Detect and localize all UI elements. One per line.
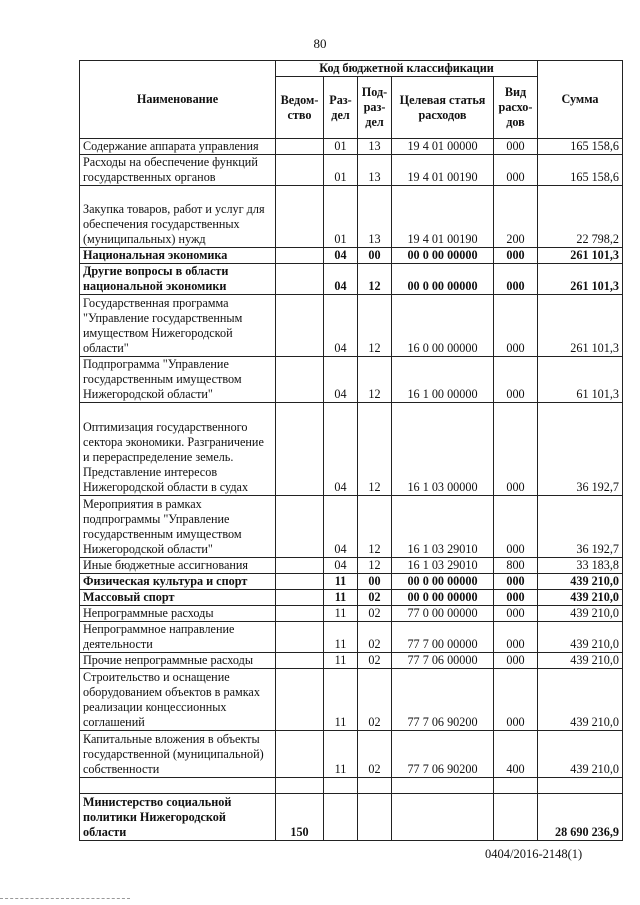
row-target-cell: 77 7 06 90200 [392,731,494,778]
row-podrazdel-cell: 02 [358,622,392,653]
row-target-cell: 77 0 00 00000 [392,606,494,622]
row-vid-cell [494,794,538,841]
row-target-cell: 77 7 06 00000 [392,653,494,669]
row-vedomstvo-cell: 150 [276,794,324,841]
row-vid-cell: 000 [494,590,538,606]
row-podrazdel-cell: 02 [358,606,392,622]
row-razdel-cell: 04 [324,403,358,496]
row-sum-cell: 439 210,0 [538,590,623,606]
row-vid-cell: 800 [494,558,538,574]
table-row [80,606,623,622]
row-target-cell: 16 1 03 29010 [392,496,494,558]
row-vedomstvo-cell [276,622,324,653]
row-target-cell: 16 1 00 00000 [392,357,494,403]
row-name-cell [80,778,276,794]
row-vid-cell: 200 [494,186,538,248]
row-target-cell: 77 7 00 00000 [392,622,494,653]
row-sum-cell [538,778,623,794]
row-podrazdel-cell: 12 [358,295,392,357]
row-target-cell [392,778,494,794]
row-razdel-cell: 11 [324,590,358,606]
row-vedomstvo-cell [276,669,324,731]
row-sum-cell: 439 210,0 [538,669,623,731]
row-vedomstvo-cell [276,186,324,248]
row-razdel-cell: 04 [324,295,358,357]
row-vid-cell: 400 [494,731,538,778]
row-vedomstvo-cell [276,248,324,264]
row-vedomstvo-cell [276,574,324,590]
row-razdel-cell: 04 [324,264,358,295]
table-row [80,794,623,841]
table-row [80,590,623,606]
row-sum-cell: 22 798,2 [538,186,623,248]
row-razdel-cell: 01 [324,155,358,186]
row-target-cell: 16 0 00 00000 [392,295,494,357]
row-name-cell: Содержание аппарата управления [80,139,276,155]
table-row [80,139,623,155]
row-sum-cell: 61 101,3 [538,357,623,403]
row-name-cell: Прочие непрограммные расходы [80,653,276,669]
row-vid-cell: 000 [494,574,538,590]
document-code: 0404/2016-2148(1) [485,847,583,861]
row-podrazdel-cell: 13 [358,155,392,186]
table-row [80,574,623,590]
row-sum-cell: 439 210,0 [538,653,623,669]
row-podrazdel-cell: 02 [358,590,392,606]
col-name-header: Наименование [80,61,276,139]
row-podrazdel-cell [358,778,392,794]
row-podrazdel-cell: 02 [358,669,392,731]
row-vid-cell: 000 [494,248,538,264]
budget-table [79,60,623,841]
row-podrazdel-cell: 02 [358,653,392,669]
row-podrazdel-cell [358,794,392,841]
row-sum-cell: 439 210,0 [538,622,623,653]
scan-artifact-line [0,898,130,899]
row-razdel-cell: 11 [324,653,358,669]
row-sum-cell: 28 690 236,9 [538,794,623,841]
row-razdel-cell: 11 [324,669,358,731]
row-name-cell: Мероприятия в рамках подпрограммы "Управление государственным имуществом Нижегородской области" [80,496,276,558]
row-target-cell: 16 1 03 00000 [392,403,494,496]
row-podrazdel-cell: 13 [358,139,392,155]
table-row [80,155,623,186]
row-sum-cell: 439 210,0 [538,731,623,778]
col-sum-header: Сумма [538,61,623,139]
table-row [80,731,623,778]
row-razdel-cell: 11 [324,574,358,590]
row-name-cell: Закупка товаров, работ и услуг для обеспечения государственных (муниципальных) нужд [80,186,276,248]
row-podrazdel-cell: 12 [358,264,392,295]
row-razdel-cell: 11 [324,606,358,622]
table-row [80,778,623,794]
table-row [80,653,623,669]
row-vid-cell: 000 [494,622,538,653]
row-razdel-cell: 04 [324,357,358,403]
row-sum-cell: 439 210,0 [538,606,623,622]
row-vid-cell: 000 [494,264,538,295]
row-sum-cell: 165 158,6 [538,155,623,186]
row-vid-cell: 000 [494,295,538,357]
row-vedomstvo-cell [276,155,324,186]
row-vid-cell: 000 [494,669,538,731]
row-name-cell: Строительство и оснащение оборудованием объектов в рамках реализации концессионных соглашений [80,669,276,731]
row-vedomstvo-cell [276,558,324,574]
col-podrazdel-header: Под-раз-дел [358,77,392,139]
row-vedomstvo-cell [276,264,324,295]
row-sum-cell: 165 158,6 [538,139,623,155]
row-name-cell: Непрограммное направление деятельности [80,622,276,653]
row-sum-cell: 36 192,7 [538,403,623,496]
row-target-cell: 00 0 00 00000 [392,248,494,264]
row-target-cell: 19 4 01 00000 [392,139,494,155]
page-number: 80 [313,36,327,51]
row-podrazdel-cell: 00 [358,248,392,264]
row-vedomstvo-cell [276,496,324,558]
table-row [80,295,623,357]
row-vedomstvo-cell [276,590,324,606]
row-sum-cell: 439 210,0 [538,574,623,590]
row-name-cell: Иные бюджетные ассигнования [80,558,276,574]
col-vid-header: Вид расхо-дов [494,77,538,139]
table-row [80,403,623,496]
row-podrazdel-cell: 12 [358,357,392,403]
row-target-cell: 16 1 03 29010 [392,558,494,574]
row-razdel-cell: 04 [324,496,358,558]
table-row [80,669,623,731]
row-vedomstvo-cell [276,778,324,794]
row-name-cell: Капитальные вложения в объекты государственной (муниципальной) собственности [80,731,276,778]
row-name-cell: Непрограммные расходы [80,606,276,622]
row-target-cell: 00 0 00 00000 [392,264,494,295]
table-row [80,558,623,574]
row-podrazdel-cell: 02 [358,731,392,778]
col-vedomstvo-header: Ведом-ство [276,77,324,139]
row-podrazdel-cell: 12 [358,403,392,496]
row-name-cell: Массовый спорт [80,590,276,606]
table-row [80,496,623,558]
row-podrazdel-cell: 12 [358,496,392,558]
row-podrazdel-cell: 00 [358,574,392,590]
table-row [80,264,623,295]
row-target-cell: 00 0 00 00000 [392,590,494,606]
row-vid-cell: 000 [494,496,538,558]
header-row-1 [80,61,623,77]
table-row [80,622,623,653]
row-target-cell: 19 4 01 00190 [392,155,494,186]
row-name-cell: Министерство социальной политики Нижегородской области [80,794,276,841]
row-name-cell: Государственная программа "Управление государственным имуществом Нижегородской области" [80,295,276,357]
row-razdel-cell: 04 [324,558,358,574]
row-sum-cell: 261 101,3 [538,295,623,357]
row-vedomstvo-cell [276,606,324,622]
row-name-cell: Национальная экономика [80,248,276,264]
row-razdel-cell: 11 [324,731,358,778]
row-razdel-cell: 01 [324,186,358,248]
row-vedomstvo-cell [276,731,324,778]
row-sum-cell: 261 101,3 [538,264,623,295]
row-podrazdel-cell: 13 [358,186,392,248]
row-target-cell: 00 0 00 00000 [392,574,494,590]
row-sum-cell: 33 183,8 [538,558,623,574]
row-vedomstvo-cell [276,295,324,357]
row-sum-cell: 36 192,7 [538,496,623,558]
row-target-cell: 19 4 01 00190 [392,186,494,248]
row-target-cell: 77 7 06 90200 [392,669,494,731]
row-name-cell: Оптимизация государственного сектора экономики. Разграничение и перераспределение земель. Представление интересов Нижегородской области в судах [80,403,276,496]
row-razdel-cell: 01 [324,139,358,155]
table-row [80,357,623,403]
row-vid-cell: 000 [494,403,538,496]
col-razdel-header: Раз-дел [324,77,358,139]
row-razdel-cell [324,794,358,841]
row-vid-cell: 000 [494,653,538,669]
col-target-header: Целевая статья расходов [392,77,494,139]
row-vid-cell: 000 [494,155,538,186]
row-name-cell: Физическая культура и спорт [80,574,276,590]
row-name-cell: Другие вопросы в области национальной экономики [80,264,276,295]
row-vid-cell: 000 [494,357,538,403]
row-vedomstvo-cell [276,139,324,155]
code-group-header: Код бюджетной классификации [276,61,538,77]
row-name-cell: Подпрограмма "Управление государственным имуществом Нижегородской области" [80,357,276,403]
row-vedomstvo-cell [276,403,324,496]
row-razdel-cell: 04 [324,248,358,264]
row-vid-cell [494,778,538,794]
table-row [80,248,623,264]
row-sum-cell: 261 101,3 [538,248,623,264]
row-target-cell [392,794,494,841]
row-podrazdel-cell: 12 [358,558,392,574]
table-row [80,186,623,248]
row-vedomstvo-cell [276,653,324,669]
row-razdel-cell [324,778,358,794]
row-vid-cell: 000 [494,606,538,622]
row-vid-cell: 000 [494,139,538,155]
row-razdel-cell: 11 [324,622,358,653]
row-name-cell: Расходы на обеспечение функций государственных органов [80,155,276,186]
row-vedomstvo-cell [276,357,324,403]
